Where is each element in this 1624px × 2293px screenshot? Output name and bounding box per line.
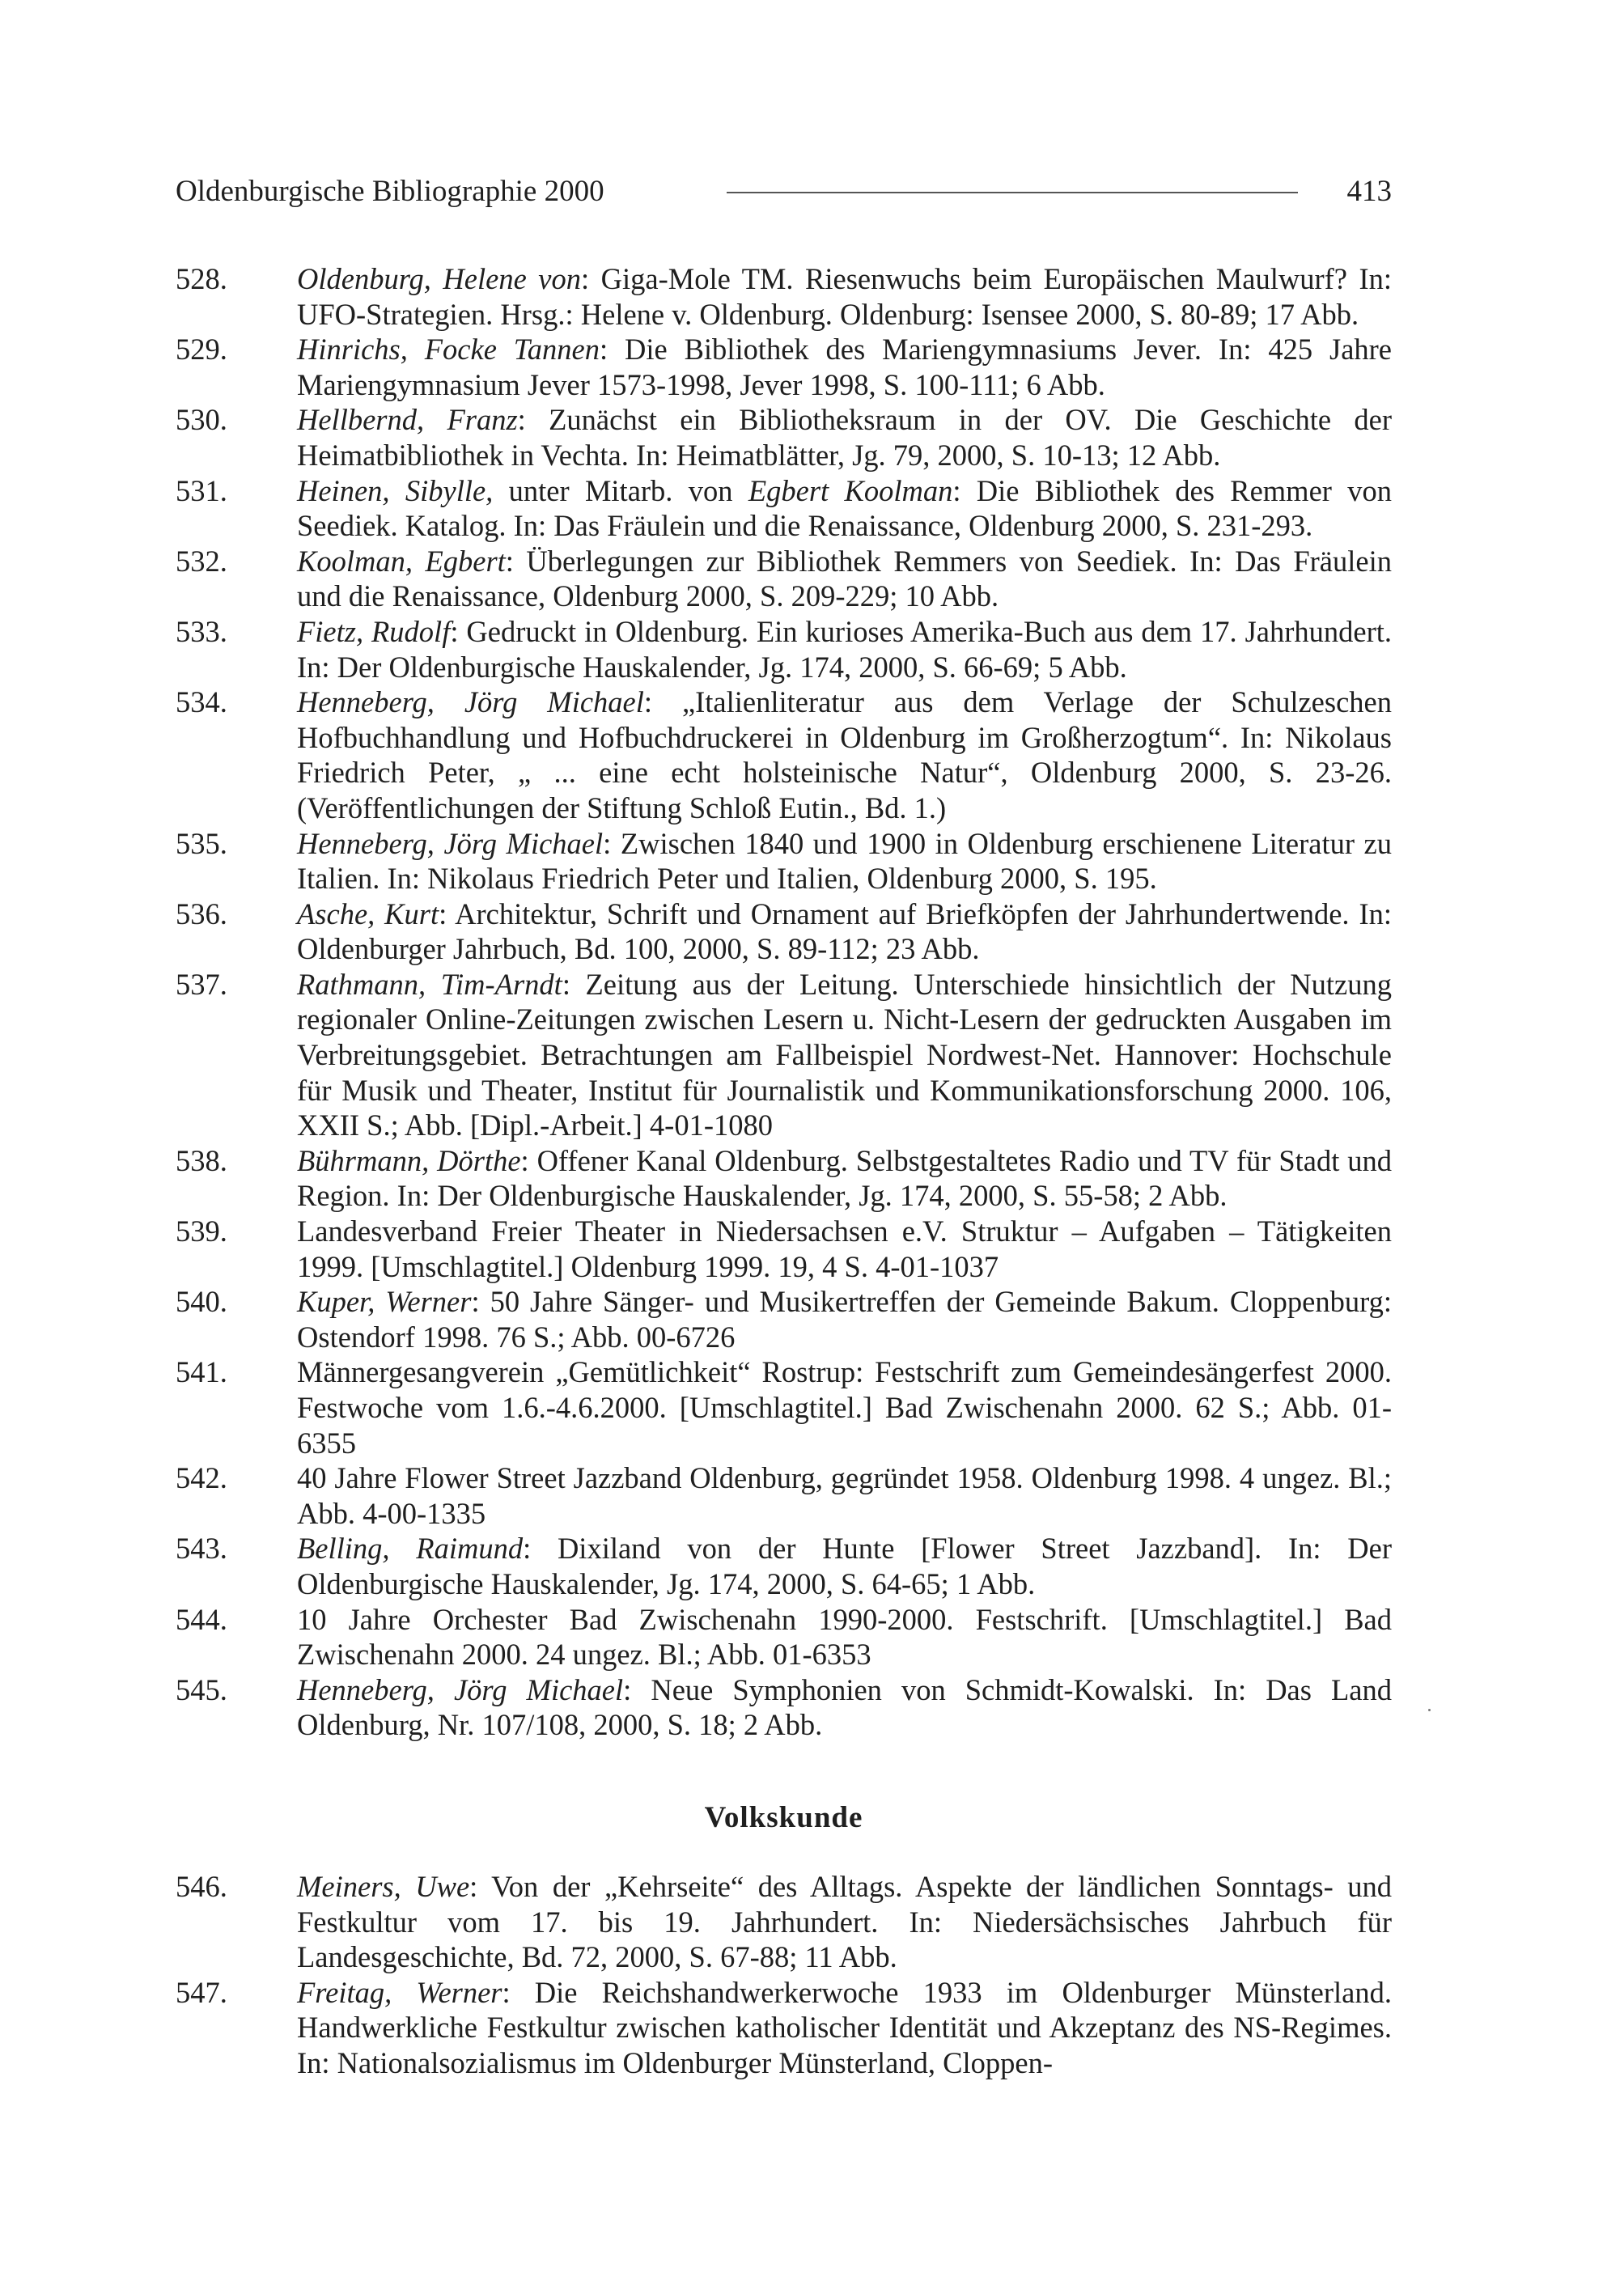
bibliography-entry bbox=[176, 332, 1392, 402]
entry-number: 547. bbox=[176, 1975, 227, 2009]
entry-number: 546. bbox=[176, 1870, 227, 1903]
entry-author: Meiners, Uwe bbox=[297, 1870, 470, 1903]
entry-text: : Zwischen 1840 und 1900 in Oldenburg erschienene Literatur zu Italien. In: Nikolaus Friedrich Peter und Italien, Oldenburg 2000, S. 195. bbox=[297, 826, 1392, 896]
entry-number: 537. bbox=[176, 967, 227, 1001]
entry-body bbox=[297, 333, 1392, 401]
entry-body bbox=[297, 262, 1392, 331]
entry-author: Henneberg, Jörg Michael bbox=[297, 826, 604, 860]
entry-text: Landesverband Freier Theater in Niedersachsen e.V. Struktur – Aufgaben – Tätigkeiten 1999. [Umschlagtitel.] Oldenburg 1999. 19, 4 S. 4-01-1037 bbox=[297, 1214, 1392, 1283]
section-heading: Volkskunde bbox=[704, 1801, 863, 1834]
bibliography-entry bbox=[176, 896, 1392, 967]
entry-text: : Giga-Mole TM. Riesenwuchs beim Europäischen Maulwurf? In: UFO-Strategien. Hrsg.: Helene v. Oldenburg. Oldenburg: Isensee 2000, S. 80-89; 17 Abb. bbox=[297, 262, 1393, 331]
bibliography-entry bbox=[176, 1284, 1392, 1354]
entry-text: : Zeitung aus der Leitung. Unterschiede hinsichtlich der Nutzung regionaler Online-Zeitungen zwischen Lesern u. Nicht-Lesern der gedruckten Ausgaben im Verbreitungsgebiet. Betrachtungen am Fallbeispiel Nordwest-Net. Hannover: Hochschule für Musik und Theater, Institut für Journalistik und Kommunikationsforschung 2000. 106, XXII S.; Abb. [Dipl.-Arbeit.] 4-01-1080 bbox=[297, 967, 1392, 1142]
running-header bbox=[176, 172, 1392, 212]
entry-author: Henneberg, Jörg Michael bbox=[297, 1672, 624, 1706]
entry-number: 543. bbox=[176, 1532, 227, 1566]
bibliography-entry bbox=[176, 261, 1392, 332]
running-title: Oldenburgische Bibliographie 2000 bbox=[176, 175, 604, 208]
entry-body bbox=[297, 615, 1392, 684]
bibliography-entry bbox=[176, 1354, 1392, 1460]
entry-author: Fietz, Rudolf bbox=[297, 614, 451, 648]
bibliography-entry bbox=[176, 685, 1392, 825]
entry-body bbox=[297, 1870, 1392, 1973]
bibliography-entry bbox=[176, 826, 1392, 896]
bibliography-entry bbox=[176, 473, 1392, 544]
entry-text: : 50 Jahre Sänger- und Musikertreffen der Gemeinde Bakum. Cloppenburg: Ostendorf 1998. 76 S.; Abb. 00-6726 bbox=[297, 1285, 1392, 1354]
entry-text: : Die Bibliothek des Remmer von Seediek. Katalog. In: Das Fräulein und die Renaissance, Oldenburg 2000, S. 231-293. bbox=[297, 473, 1393, 543]
entry-author: Oldenburg, Helene von bbox=[297, 262, 581, 295]
entry-body bbox=[297, 545, 1392, 613]
bibliography-entry bbox=[176, 1460, 1392, 1531]
entry-body bbox=[297, 1603, 1392, 1672]
entry-body bbox=[297, 685, 1392, 824]
entry-author: Koolman, Egbert bbox=[297, 544, 506, 578]
entry-body bbox=[297, 827, 1392, 896]
entry-text: 10 Jahre Orchester Bad Zwischenahn 1990-2000. Festschrift. [Umschlagtitel.] Bad Zwischenahn 2000. 24 ungez. Bl.; Abb. 01-6353 bbox=[297, 1602, 1392, 1672]
bibliography-entry bbox=[176, 1214, 1392, 1284]
entry-body bbox=[297, 1532, 1392, 1600]
entry-body bbox=[297, 1355, 1392, 1459]
entry-text: : Die Reichshandwerkerwoche 1933 im Oldenburger Münsterland. Handwerkliche Festkultur zwischen katholischer Identität und Akzeptanz des NS-Regimes. In: Nationalsozialismus im Oldenburger Münsterland, Cloppen- bbox=[297, 1975, 1392, 2079]
entry-body bbox=[297, 1285, 1392, 1354]
bibliography-entry bbox=[176, 1672, 1392, 1743]
entry-text: : Offener Kanal Oldenburg. Selbstgestaltetes Radio und TV für Stadt und Region. In: Der Oldenburgische Hauskalender, Jg. 174, 2000, S. 55-58; 2 Abb. bbox=[297, 1143, 1392, 1213]
entry-author: Hellbernd, Franz bbox=[297, 403, 518, 437]
entry-coauthor: Egbert Koolman bbox=[748, 473, 953, 507]
entry-author: Freitag, Werner bbox=[297, 1975, 502, 2009]
entry-body bbox=[297, 403, 1392, 472]
entry-text: 40 Jahre Flower Street Jazzband Oldenburg, gegründet 1958. Oldenburg 1998. 4 ungez. Bl.; Abb. 4-00-1335 bbox=[297, 1461, 1392, 1530]
entry-author: Henneberg, Jörg Michael bbox=[297, 685, 644, 719]
bibliography-entry bbox=[176, 1531, 1392, 1601]
bibliography-entry bbox=[176, 1143, 1392, 1214]
entry-author: Heinen, Sibylle, bbox=[297, 473, 494, 507]
entry-number: 545. bbox=[176, 1672, 227, 1706]
entry-text: : Dixiland von der Hunte [Flower Street Jazzband]. In: Der Oldenburgische Hauskalender, Jg. 174, 2000, S. 64-65; 1 Abb. bbox=[297, 1532, 1393, 1600]
entry-number: 538. bbox=[176, 1143, 227, 1177]
bibliography-entry bbox=[176, 1602, 1392, 1672]
bibliography-entry bbox=[176, 614, 1392, 685]
entry-body bbox=[297, 1214, 1392, 1283]
entry-text: : Zunächst ein Bibliotheksraum in der OV. Die Geschichte der Heimatbibliothek in Vechta. In: Heimatblätter, Jg. 79, 2000, S. 10-13; 12 Abb. bbox=[297, 403, 1393, 472]
entry-body bbox=[297, 1144, 1392, 1213]
entry-body bbox=[297, 1461, 1392, 1530]
entry-number: 530. bbox=[176, 403, 227, 437]
bibliography-list bbox=[176, 261, 1392, 1743]
entry-number: 536. bbox=[176, 896, 227, 930]
entry-body bbox=[297, 1976, 1392, 2079]
entry-number: 544. bbox=[176, 1602, 227, 1636]
entry-body bbox=[297, 1673, 1392, 1742]
entry-text: : Die Bibliothek des Mariengymnasiums Jever. In: 425 Jahre Mariengymnasium Jever 1573-1998, Jever 1998, S. 100-111; 6 Abb. bbox=[297, 333, 1393, 401]
entry-text: : Architektur, Schrift und Ornament auf Briefköpfen der Jahrhundertwende. In: Oldenburger Jahrbuch, Bd. 100, 2000, S. 89-112; 23 Abb. bbox=[297, 896, 1392, 966]
entry-number: 532. bbox=[176, 544, 227, 578]
entry-contributor-note: unter Mitarb. von bbox=[493, 473, 748, 507]
header-rule bbox=[727, 192, 1298, 193]
entry-number: 541. bbox=[176, 1355, 227, 1389]
entry-number: 529. bbox=[176, 333, 227, 367]
entry-author: Asche, Kurt bbox=[297, 896, 439, 930]
entry-text: : „Italienliteratur aus dem Verlage der Schulzeschen Hofbuchhandlung und Hofbuchdruckerei in Oldenburg im Großherzogtum“. In: Nikolaus Friedrich Peter, „ ... eine echt holsteinische Natur“, Oldenburg 2000, S. 23-26. (Veröffentlichungen der Stiftung Schloß Eutin., Bd. 1.) bbox=[297, 685, 1392, 824]
entry-number: 534. bbox=[176, 685, 227, 719]
entry-text: : Neue Symphonien von Schmidt-Kowalski. In: Das Land Oldenburg, Nr. 107/108, 2000, S. 18; 2 Abb. bbox=[297, 1672, 1392, 1742]
entry-number: 542. bbox=[176, 1461, 227, 1495]
entry-number: 535. bbox=[176, 826, 227, 860]
entry-text: : Von der „Kehrseite“ des Alltags. Aspekte der ländlichen Sonntags- und Festkultur vom 17. bis 19. Jahrhundert. In: Niedersächsisches Jahrbuch für Landesgeschichte, Bd. 72, 2000, S. 67-88; 11 Abb. bbox=[297, 1870, 1392, 1974]
entry-text: : Überlegungen zur Bibliothek Remmers von Seediek. In: Das Fräulein und die Renaissance, Oldenburg 2000, S. 209-229; 10 Abb. bbox=[297, 544, 1392, 613]
bibliography-entry bbox=[176, 967, 1392, 1143]
entry-author: Belling, Raimund bbox=[297, 1532, 524, 1566]
entry-text: Männergesangverein „Gemütlichkeit“ Rostrup: Festschrift zum Gemeindesängerfest 2000. Festwoche vom 1.6.-4.6.2000. [Umschlagtitel.] Bad Zwischenahn 2000. 62 S.; Abb. 01-6355 bbox=[297, 1355, 1392, 1460]
bibliography-list-volkskunde bbox=[176, 1869, 1392, 2081]
entry-number: 528. bbox=[176, 262, 227, 295]
entry-author: Kuper, Werner bbox=[297, 1285, 472, 1319]
scan-speck bbox=[1428, 1709, 1431, 1711]
bibliography-entry bbox=[176, 544, 1392, 614]
bibliography-entry bbox=[176, 402, 1392, 473]
entry-body bbox=[297, 968, 1392, 1142]
bibliography-entry bbox=[176, 1975, 1392, 2081]
entry-author: Hinrichs, Focke Tannen bbox=[297, 333, 600, 367]
entry-number: 539. bbox=[176, 1214, 227, 1248]
entry-number: 531. bbox=[176, 473, 227, 507]
entry-body bbox=[297, 897, 1392, 966]
entry-number: 540. bbox=[176, 1285, 227, 1319]
entry-number: 533. bbox=[176, 614, 227, 648]
page-number: 413 bbox=[1346, 175, 1392, 208]
entry-text: : Gedruckt in Oldenburg. Ein kurioses Amerika-Buch aus dem 17. Jahrhundert. In: Der Oldenburgische Hauskalender, Jg. 174, 2000, S. 66-69; 5 Abb. bbox=[297, 614, 1393, 684]
bibliography-entry bbox=[176, 1869, 1392, 1975]
entry-author: Rathmann, Tim-Arndt bbox=[297, 967, 562, 1001]
entry-author: Bührmann, Dörthe bbox=[297, 1143, 521, 1177]
entry-body bbox=[297, 474, 1392, 543]
